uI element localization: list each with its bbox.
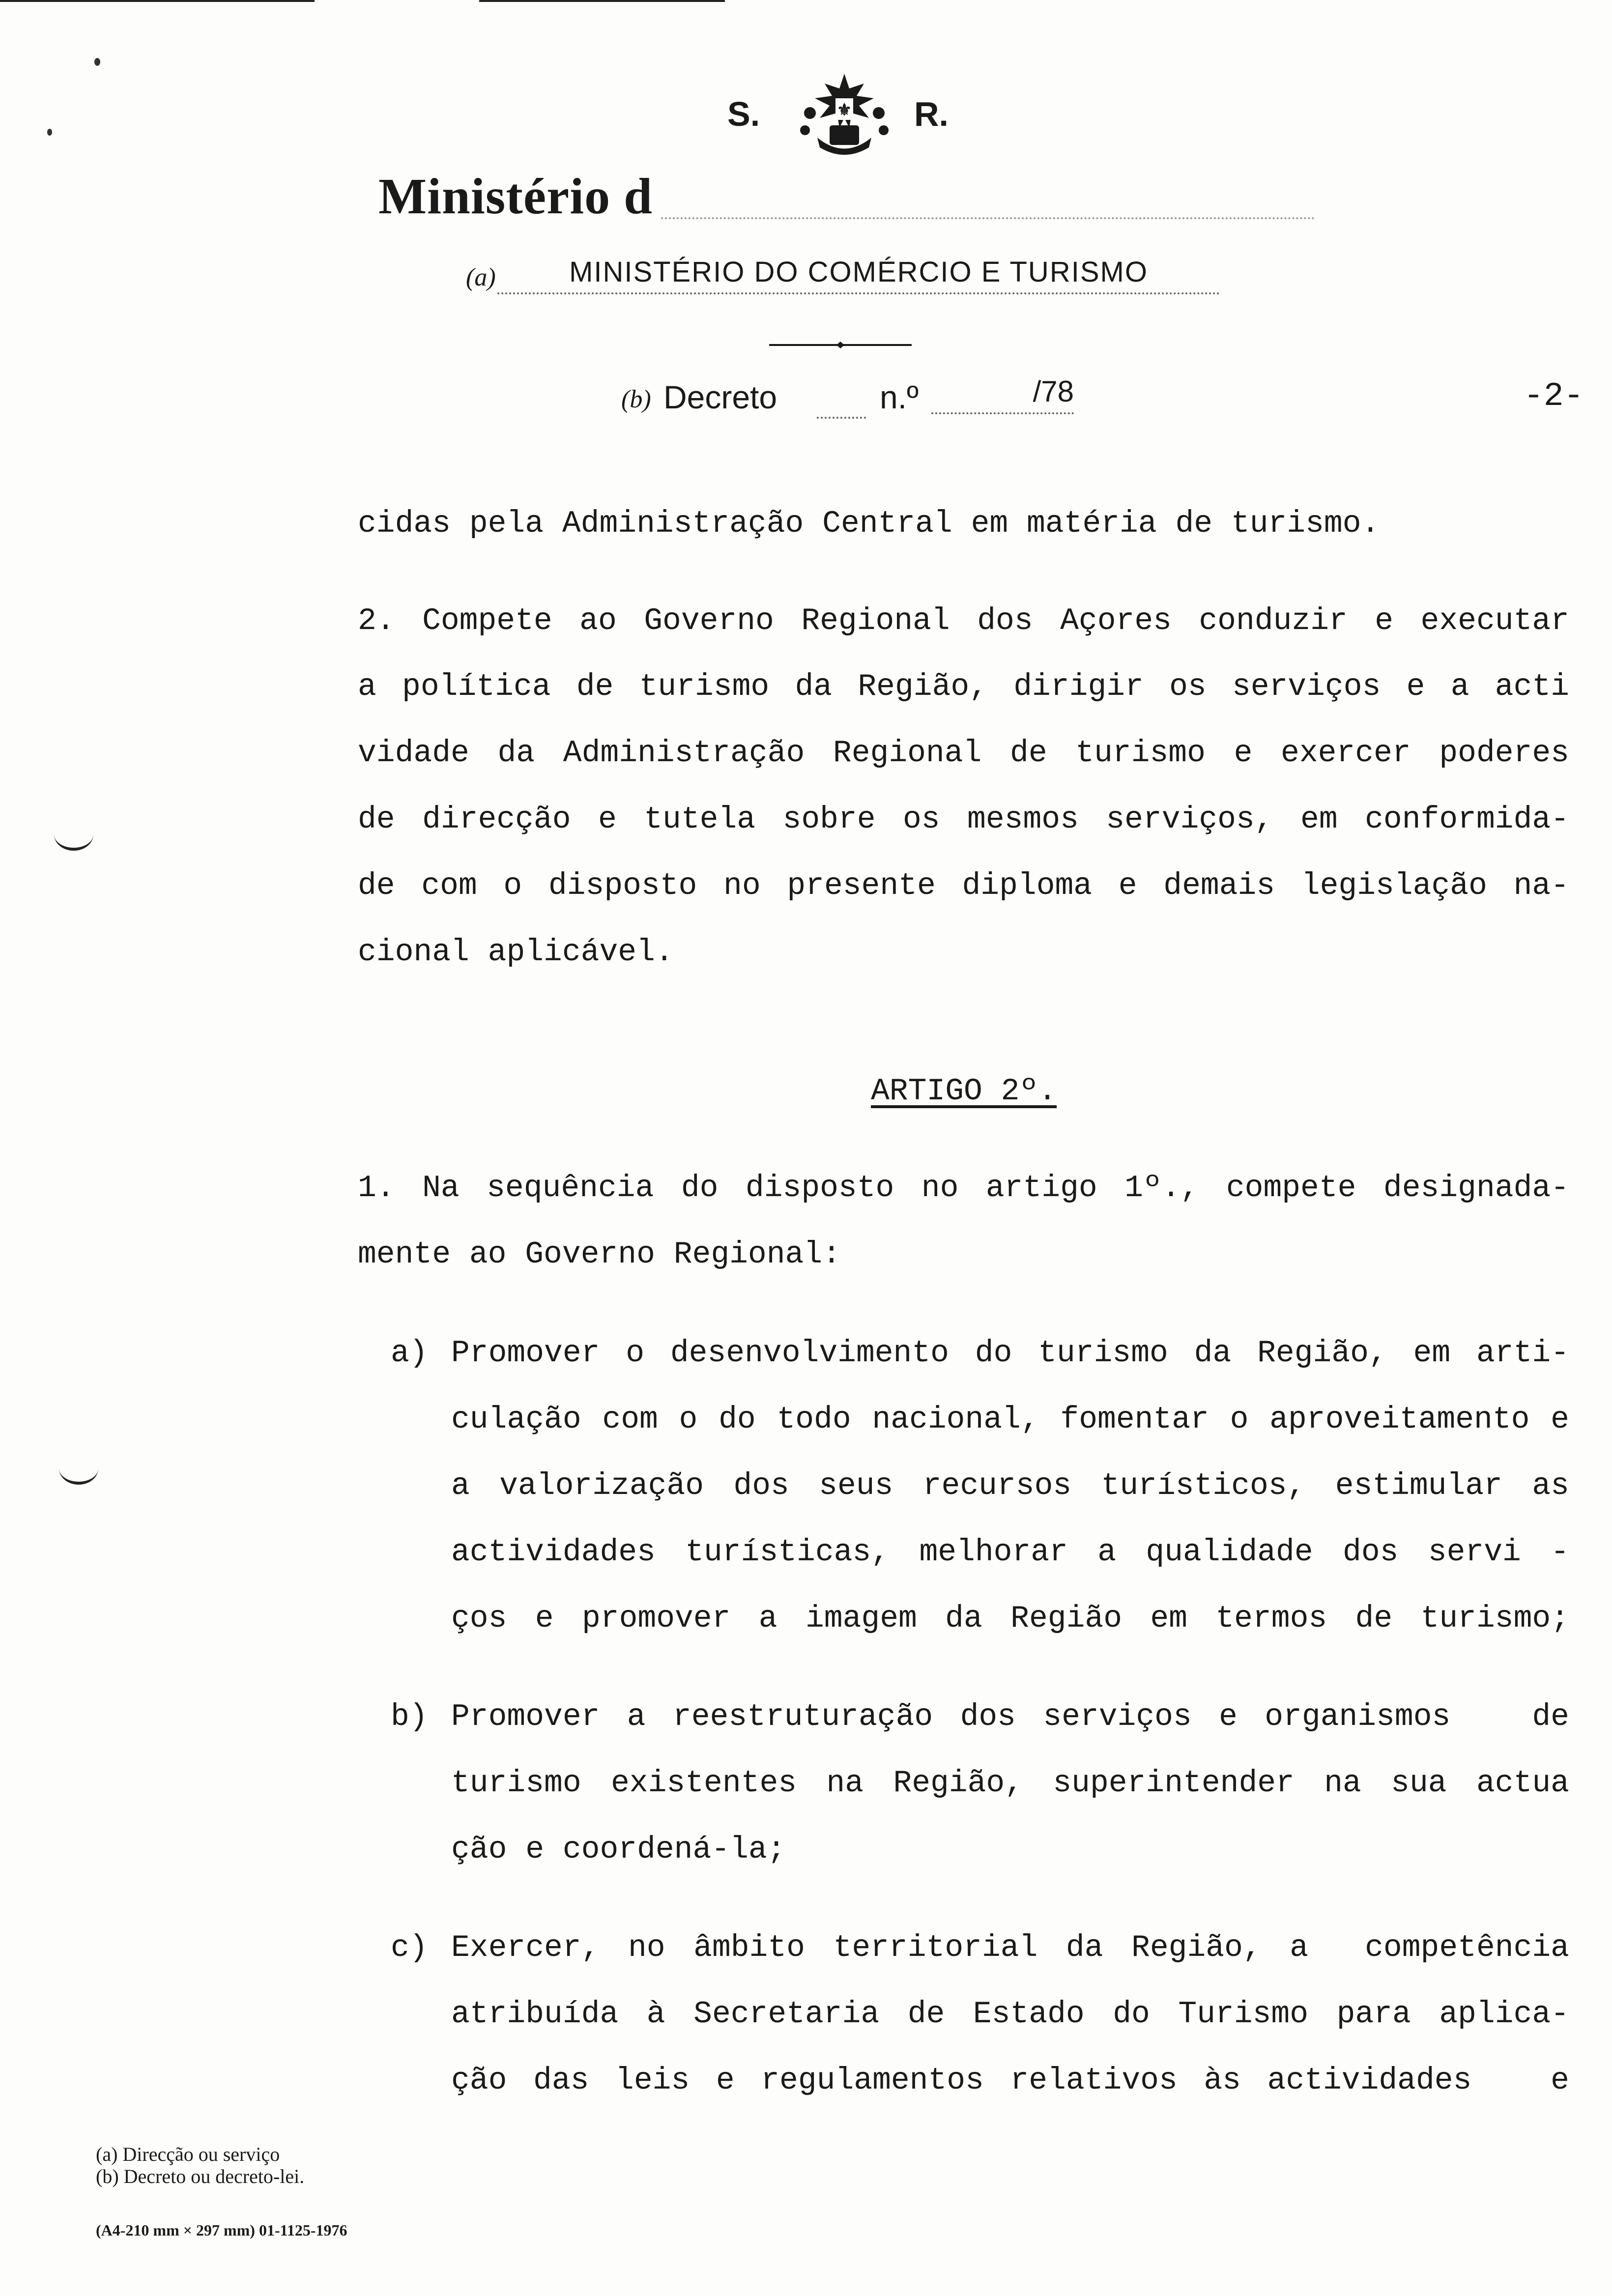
body-line: 1. Na sequência do disposto no artigo 1º., compete designada- (358, 1171, 1569, 1205)
ministry-dotted-line (661, 217, 1315, 219)
form-code: (A4-210 mm × 297 mm) 01-1125-1976 (96, 2221, 347, 2239)
body-line: de direcção e tutela sobre os mesmos serviços, em conformida- (358, 802, 1569, 837)
list-item-line: atribuída à Secretaria de Estado do Turismo para aplica- (451, 1997, 1569, 2032)
footnote-mark-a: (a) (466, 263, 496, 291)
body-line: a política de turismo da Região, dirigir os serviços e a acti (358, 669, 1569, 704)
list-item-line: ção e coordená-la; (451, 1832, 786, 1867)
page-number: -2- (1524, 377, 1584, 415)
footnote-a: (a) Direcção ou serviço (96, 2143, 280, 2165)
body-line: mente ao Governo Regional: (358, 1237, 841, 1272)
svg-text:⚜: ⚜ (836, 101, 852, 119)
body-line: cional aplicável. (358, 935, 674, 970)
top-border-right (479, 0, 725, 2)
list-item-line: Promover o desenvolvimento do turismo da Região, em arti- (451, 1336, 1569, 1371)
list-item-line: ção das leis e regulamentos relativos às actividades e (451, 2063, 1569, 2098)
ornamental-divider (769, 342, 912, 348)
body-line: vidade da Administração Regional de turismo e exercer poderes (358, 736, 1569, 771)
punch-hole-mark-top (54, 818, 93, 851)
scan-mark (47, 129, 52, 136)
list-marker: a) (391, 1336, 428, 1371)
article-heading: ARTIGO 2º. (871, 1074, 1057, 1109)
list-item-line: a valorização dos seus recursos turísticos, estimular as (451, 1468, 1569, 1503)
list-item-line: actividades turísticas, melhorar a qualidade dos servi - (451, 1535, 1569, 1570)
body-line: cidas pela Administração Central em matéria de turismo. (358, 506, 1380, 541)
decreto-label: Decreto (663, 379, 777, 415)
department-name: MINISTÉRIO DO COMÉRCIO E TURISMO (497, 256, 1220, 294)
letterhead-r: R. (914, 95, 949, 133)
punch-hole-mark-bottom (59, 1452, 98, 1485)
regional-coat-of-arms-icon (790, 69, 898, 157)
list-item-line: Exercer, no âmbito territorial da Região, a competência (451, 1930, 1569, 1965)
letterhead-s: S. (727, 95, 760, 133)
list-item-line: culação com o do todo nacional, fomentar o aproveitamento e (451, 1402, 1569, 1437)
numero-label: n.º (880, 379, 919, 415)
list-item-line: ços e promover a imagem da Região em termos de turismo; (451, 1601, 1569, 1636)
list-item-line: turismo existentes na Região, superintender na sua actua (451, 1766, 1569, 1801)
body-line: de com o disposto no presente diploma e demais legislação na- (358, 868, 1569, 903)
decreto-dotted-line (817, 417, 866, 419)
decreto-number: /78 (931, 374, 1074, 414)
list-marker: b) (391, 1699, 428, 1734)
letterhead-sr (727, 69, 963, 157)
list-marker: c) (391, 1930, 428, 1965)
footnote-mark-b: (b) (621, 385, 651, 413)
list-item-line: Promover a reestruturação dos serviços e organismos de (451, 1699, 1569, 1734)
footnote-b: (b) Decreto ou decreto-lei. (96, 2165, 305, 2187)
body-line: 2. Compete ao Governo Regional dos Açores conduzir e executar (358, 603, 1569, 638)
scan-mark (94, 58, 100, 66)
top-border-left (0, 0, 315, 2)
ministry-title: Ministério d (378, 168, 653, 225)
